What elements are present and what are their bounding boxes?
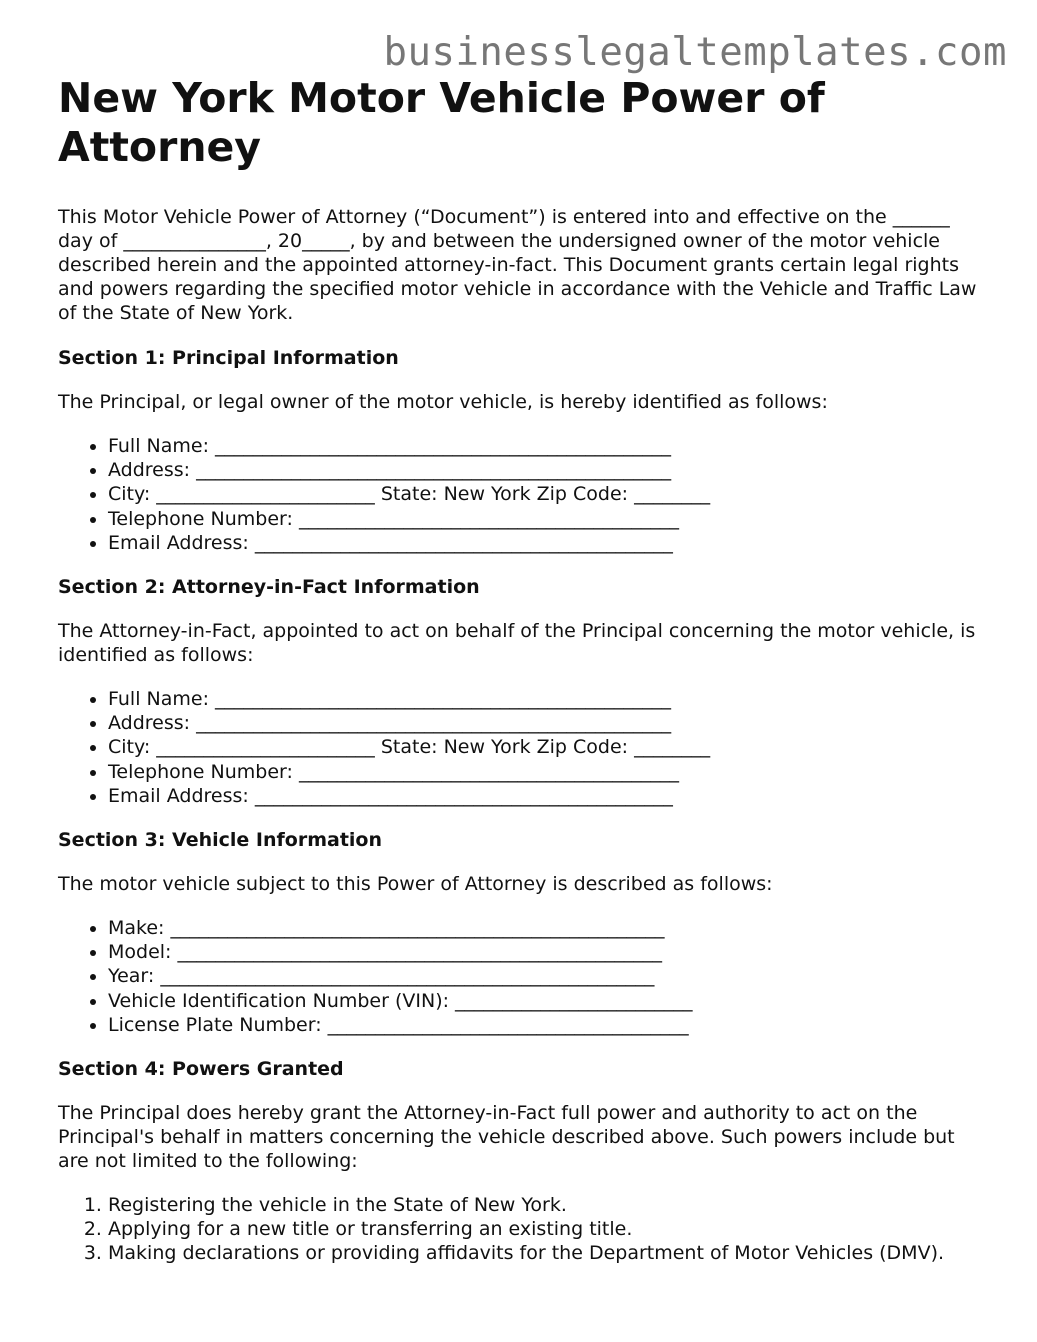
principal-info-list <box>58 434 988 555</box>
section1-heading: Section 1: Principal Information <box>58 347 399 369</box>
attorney-telephone-field: • Telephone Number: ________________________________________ <box>108 760 988 784</box>
attorney-info-list <box>58 687 988 808</box>
principal-email-field: • Email Address: ____________________________________________ <box>108 531 988 555</box>
attorney-full-name-field: • Full Name: ________________________________________________ <box>108 687 988 711</box>
vehicle-model-field: • Model: ___________________________________________________ <box>108 940 988 964</box>
power-item: 1. Registering the vehicle in the State of New York. <box>108 1193 988 1217</box>
section4-text: The Principal does hereby grant the Attorney-in-Fact full power and authority to act on the Principal's behalf in matters concerning the vehicle described above. Such powers include but are not limited to the following: <box>58 1102 955 1173</box>
section1-text: The Principal, or legal owner of the motor vehicle, is hereby identified as follows: <box>58 391 828 413</box>
document-title: New York Motor Vehicle Power of Attorney <box>58 74 825 171</box>
section2-heading: Section 2: Attorney-in-Fact Information <box>58 576 480 599</box>
section2-text: The Attorney-in-Fact, appointed to act on behalf of the Principal concerning the motor vehicle, is identified as follows: <box>58 620 976 667</box>
section4-heading: Section 4: Powers Granted <box>58 1058 344 1081</box>
attorney-city-state-zip-field: • City: _______________________ State: New York Zip Code: ________ <box>108 735 988 759</box>
intro-paragraph: This Motor Vehicle Power of Attorney (“Document”) is entered into and effective on the ______ day of _______________, 20_____, by and between the undersigned owner of the motor vehicle described herein and the appointed attorney-in-fact. This Document grants certain legal rights and powers regarding the specified motor vehicle in accordance with the Vehicle and Traffic Law of the State of New York. <box>58 206 977 324</box>
powers-list <box>58 1193 988 1266</box>
power-item: 3. Making declarations or providing affidavits for the Department of Motor Vehicles (DMV). <box>108 1241 988 1265</box>
principal-full-name-field: • Full Name: ________________________________________________ <box>108 434 988 458</box>
vehicle-license-plate-field: • License Plate Number: ______________________________________ <box>108 1013 988 1037</box>
attorney-email-field: • Email Address: ____________________________________________ <box>108 784 988 808</box>
principal-telephone-field: • Telephone Number: ________________________________________ <box>108 507 988 531</box>
section3-heading: Section 3: Vehicle Information <box>58 829 383 852</box>
vehicle-year-field: • Year: ____________________________________________________ <box>108 964 988 988</box>
section3-text: The motor vehicle subject to this Power of Attorney is described as follows: <box>58 873 773 896</box>
vehicle-info-list <box>58 916 988 1037</box>
watermark: businesslegaltemplates.com <box>383 30 1007 75</box>
vehicle-make-field: • Make: ____________________________________________________ <box>108 916 988 940</box>
attorney-address-field: • Address: __________________________________________________ <box>108 711 988 735</box>
principal-city-state-zip-field: • City: _______________________ State: New York Zip Code: ________ <box>108 482 988 506</box>
vehicle-vin-field: • Vehicle Identification Number (VIN): _________________________ <box>108 989 988 1013</box>
document-page <box>58 74 988 1286</box>
principal-address-field: • Address: __________________________________________________ <box>108 458 988 482</box>
power-item: 2. Applying for a new title or transferring an existing title. <box>108 1217 988 1241</box>
